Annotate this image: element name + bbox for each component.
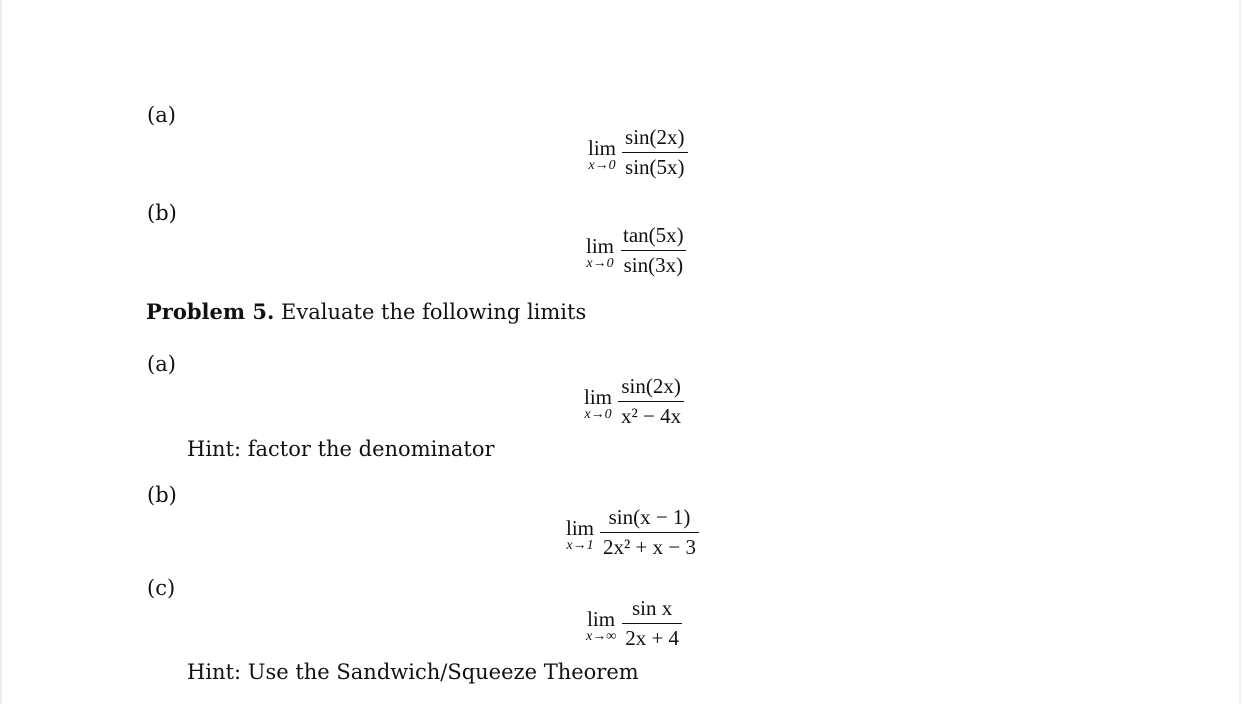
numerator: sin(2x) [621,374,681,398]
limit-expression-p5c [586,596,682,651]
problem-heading [146,300,586,324]
numerator: sin x [631,596,673,620]
part-a-label: (a) [147,103,176,127]
fraction [622,125,688,180]
lim-text: lim [587,607,616,631]
hint-text: Hint: factor the denominator [187,437,495,461]
page-edge-right [1239,0,1241,704]
limit-expression-p5a [584,374,684,429]
denominator: sin(5x) [622,152,688,180]
lim-text: lim [588,136,617,160]
lim-subscript: x→0 [584,407,612,422]
lim-operator [584,387,612,422]
lim-subscript: x→0 [588,158,616,173]
limit-expression-p4b [586,223,687,278]
denominator: 2x + 4 [622,623,682,651]
lim-operator [588,138,616,173]
lim-operator [566,518,594,553]
part-b-label: (b) [147,483,177,507]
part-c-label: (c) [147,576,176,600]
limit-expression-p5b [566,505,699,560]
part-b-label: (b) [147,201,177,225]
limit-expression-p4a [588,125,688,180]
denominator: 2x² + x − 3 [600,532,699,560]
part-a-label: (a) [147,352,176,376]
numerator: sin(2x) [625,125,685,149]
fraction [618,374,684,429]
problem-number: Problem 5. [146,299,275,324]
lim-operator [586,236,614,271]
lim-subscript: x→0 [586,256,614,271]
denominator: sin(3x) [621,250,687,278]
lim-subscript: x→1 [566,538,594,553]
lim-text: lim [566,516,595,540]
numerator: tan(5x) [623,223,684,247]
denominator: x² − 4x [618,401,684,429]
lim-subscript: x→∞ [586,629,617,644]
lim-text: lim [584,385,613,409]
hint-text: Hint: Use the Sandwich/Squeeze Theorem [187,660,639,684]
lim-text: lim [586,234,615,258]
problem-instruction: Evaluate the following limits [281,300,587,324]
page-edge-left [0,0,2,704]
numerator: sin(x − 1) [608,505,691,529]
fraction [600,505,699,560]
lim-operator [586,609,616,644]
fraction [622,596,682,651]
fraction [620,223,687,278]
